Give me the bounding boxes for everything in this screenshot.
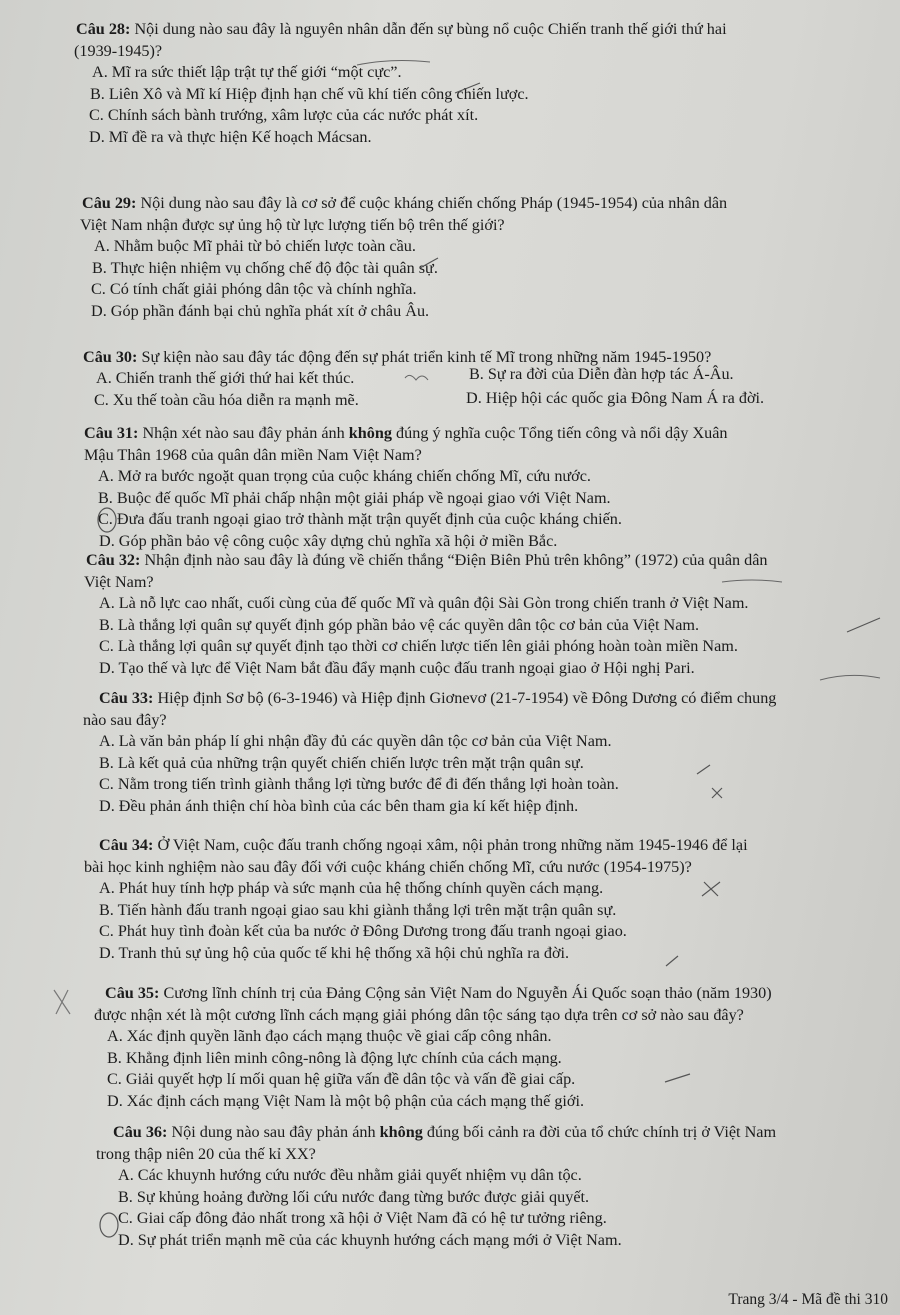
- question-32-option-a[interactable]: A. Là nỗ lực cao nhất, cuối cùng của đế quốc Mĩ và quân đội Sài Gòn trong chiến tranh ở Việt Nam.: [99, 594, 749, 612]
- question-number: Câu 32:: [86, 551, 141, 569]
- question-34-stem-cont: bài học kinh nghiệm nào sau đây đối với cuộc kháng chiến chống Mĩ, cứu nước (1954-1975)?: [84, 858, 692, 876]
- question-29-option-a[interactable]: A. Nhằm buộc Mĩ phải từ bỏ chiến lược toàn cầu.: [94, 237, 416, 255]
- question-number: Câu 31:: [84, 424, 139, 442]
- stem-text: Nội dung nào sau đây phản ánh: [167, 1123, 380, 1141]
- stem-text: Hiệp định Sơ bộ (6-3-1946) và Hiệp định Giơnevơ (21-7-1954) về Đông Dương có điểm chung: [153, 689, 777, 707]
- question-number: Câu 30:: [83, 348, 138, 366]
- stem-text: đúng bối cảnh ra đời của tổ chức chính trị ở Việt Nam: [422, 1123, 777, 1141]
- question-28-option-d[interactable]: D. Mĩ đề ra và thực hiện Kế hoạch Mácsan.: [89, 127, 372, 146]
- stem-negation: không: [379, 1123, 423, 1141]
- stem-negation: không: [348, 424, 392, 442]
- question-30-option-b[interactable]: B. Sự ra đời của Diễn đàn hợp tác Á-Âu.: [469, 365, 734, 383]
- question-number: Câu 36:: [113, 1123, 168, 1141]
- question-35-option-b[interactable]: B. Khẳng định liên minh công-nông là động lực chính của cách mạng.: [107, 1048, 562, 1067]
- question-31-stem-cont: Mậu Thân 1968 của quân dân miền Nam Việt Nam?: [84, 446, 422, 464]
- question-31-option-b[interactable]: B. Buộc đế quốc Mĩ phải chấp nhận một giải pháp về ngoại giao với Việt Nam.: [98, 488, 611, 507]
- question-32-option-c[interactable]: C. Là thắng lợi quân sự quyết định tạo thời cơ chiến lược tiến lên giải phóng hoàn toàn miền Nam.: [99, 637, 738, 656]
- question-34-option-d[interactable]: D. Tranh thủ sự ủng hộ của quốc tế khi hệ thống xã hội chủ nghĩa ra đời.: [99, 943, 570, 962]
- question-number: Câu 29:: [82, 194, 137, 212]
- question-29-stem-cont: Việt Nam nhận được sự ủng hộ từ lực lượng tiến bộ trên thế giới?: [80, 216, 505, 234]
- question-36-option-a[interactable]: A. Các khuynh hướng cứu nước đều nhằm giải quyết nhiệm vụ dân tộc.: [118, 1166, 582, 1184]
- question-35-option-d[interactable]: D. Xác định cách mạng Việt Nam là một bộ phận của cách mạng thế giới.: [107, 1091, 585, 1110]
- question-29-option-d[interactable]: D. Góp phần đánh bại chủ nghĩa phát xít ở châu Âu.: [91, 301, 430, 320]
- stem-text: Sự kiện nào sau đây tác động đến sự phát triển kinh tế Mĩ trong những năm 1945-1950?: [137, 348, 712, 366]
- question-28-stem-cont: (1939-1945)?: [74, 42, 163, 60]
- question-28-option-b[interactable]: B. Liên Xô và Mĩ kí Hiệp định hạn chế vũ khí tiến công chiến lược.: [90, 84, 529, 103]
- question-36-option-c[interactable]: C. Giai cấp đông đảo nhất trong xã hội ở Việt Nam đã có hệ tư tưởng riêng.: [118, 1209, 607, 1228]
- question-number: Câu 28:: [76, 20, 131, 38]
- question-33-stem-cont: nào sau đây?: [83, 711, 167, 729]
- question-31-option-d[interactable]: D. Góp phần bảo vệ công cuộc xây dựng chủ nghĩa xã hội ở miền Bắc.: [99, 531, 558, 550]
- question-36-stem-cont: trong thập niên 20 của thế kỉ XX?: [96, 1145, 316, 1163]
- question-36-option-b[interactable]: B. Sự khủng hoảng đường lối cứu nước đang từng bước được giải quyết.: [118, 1187, 590, 1206]
- question-33-option-b[interactable]: B. Là kết quả của những trận quyết chiến chiến lược trên mặt trận quân sự.: [99, 753, 584, 772]
- stem-text: Cương lĩnh chính trị của Đảng Cộng sản Việt Nam do Nguyễn Ái Quốc soạn thảo (năm 1930): [159, 984, 772, 1002]
- stem-text: Nhận xét nào sau đây phản ánh: [138, 424, 349, 442]
- question-29-option-c[interactable]: C. Có tính chất giải phóng dân tộc và chính nghĩa.: [91, 280, 417, 299]
- question-32-option-d[interactable]: D. Tạo thế và lực để Việt Nam bắt đầu đẩy mạnh cuộc đấu tranh ngoại giao ở Hội nghị Pari.: [99, 658, 695, 677]
- question-33-option-d[interactable]: D. Đều phản ánh thiện chí hòa bình của các bên tham gia kí kết hiệp định.: [99, 796, 579, 815]
- question-34-option-a[interactable]: A. Phát huy tính hợp pháp và sức mạnh của hệ thống chính quyền cách mạng.: [99, 879, 604, 897]
- question-36-option-d[interactable]: D. Sự phát triển mạnh mẽ của các khuynh hướng cách mạng mới ở Việt Nam.: [118, 1230, 622, 1249]
- question-30-option-d[interactable]: D. Hiệp hội các quốc gia Đông Nam Á ra đời.: [466, 389, 765, 407]
- stem-text: Nhận định nào sau đây là đúng về chiến thắng “Điện Biên Phủ trên không” (1972) của quân dân: [140, 551, 768, 569]
- question-32-stem-cont: Việt Nam?: [84, 573, 154, 591]
- question-35-option-a[interactable]: A. Xác định quyền lãnh đạo cách mạng thuộc về giai cấp công nhân.: [107, 1027, 552, 1045]
- question-33-option-a[interactable]: A. Là văn bản pháp lí ghi nhận đầy đủ các quyền dân tộc cơ bản của Việt Nam.: [99, 732, 612, 750]
- question-31-option-c[interactable]: C. Đưa đấu tranh ngoại giao trở thành mặt trận quyết định của cuộc kháng chiến.: [98, 510, 622, 529]
- question-34-option-c[interactable]: C. Phát huy tình đoàn kết của ba nước ở Đông Dương trong đấu tranh ngoại giao.: [99, 922, 627, 941]
- question-number: Câu 34:: [99, 836, 154, 854]
- question-31-option-a[interactable]: A. Mở ra bước ngoặt quan trọng của cuộc kháng chiến chống Mĩ, cứu nước.: [98, 467, 591, 485]
- question-29-option-b[interactable]: B. Thực hiện nhiệm vụ chống chế độ độc tài quân sự.: [92, 258, 438, 277]
- stem-text: Nội dung nào sau đây là cơ sở để cuộc kháng chiến chống Pháp (1945-1954) của nhân dân: [136, 194, 728, 212]
- stem-text: Ở Việt Nam, cuộc đấu tranh chống ngoại xâm, nội phản trong những năm 1945-1946 để lại: [153, 836, 748, 854]
- question-number: Câu 33:: [99, 689, 154, 707]
- question-35-option-c[interactable]: C. Giải quyết hợp lí mối quan hệ giữa vấn đề dân tộc và vấn đề giai cấp.: [107, 1070, 576, 1089]
- stem-text: Nội dung nào sau đây là nguyên nhân dẫn đến sự bùng nổ cuộc Chiến tranh thế giới thứ hai: [130, 20, 727, 38]
- page-footer: Trang 3/4 - Mã đề thi 310: [728, 1291, 888, 1308]
- question-34-option-b[interactable]: B. Tiến hành đấu tranh ngoại giao sau khi giành thắng lợi trên mặt trận quân sự.: [99, 900, 617, 919]
- question-28-option-c[interactable]: C. Chính sách bành trướng, xâm lược của các nước phát xít.: [89, 106, 479, 125]
- question-30-option-a[interactable]: A. Chiến tranh thế giới thứ hai kết thúc.: [96, 369, 355, 387]
- question-number: Câu 35:: [105, 984, 160, 1002]
- stem-text: đúng ý nghĩa cuộc Tổng tiến công và nổi dậy Xuân: [392, 424, 728, 442]
- question-28-option-a[interactable]: A. Mĩ ra sức thiết lập trật tự thế giới “một cực”.: [92, 63, 402, 81]
- question-33-option-c[interactable]: C. Nằm trong tiến trình giành thắng lợi từng bước để đi đến thắng lợi hoàn toàn.: [99, 775, 619, 794]
- question-35-stem-cont: được nhận xét là một cương lĩnh cách mạng giải phóng dân tộc sáng tạo dựa trên cơ sở nào sau đây?: [94, 1006, 744, 1024]
- question-30-option-c[interactable]: C. Xu thế toàn cầu hóa diễn ra mạnh mẽ.: [94, 391, 359, 409]
- question-32-option-b[interactable]: B. Là thắng lợi quân sự quyết định góp phần bảo vệ các quyền dân tộc cơ bản của Việt Nam.: [99, 615, 700, 634]
